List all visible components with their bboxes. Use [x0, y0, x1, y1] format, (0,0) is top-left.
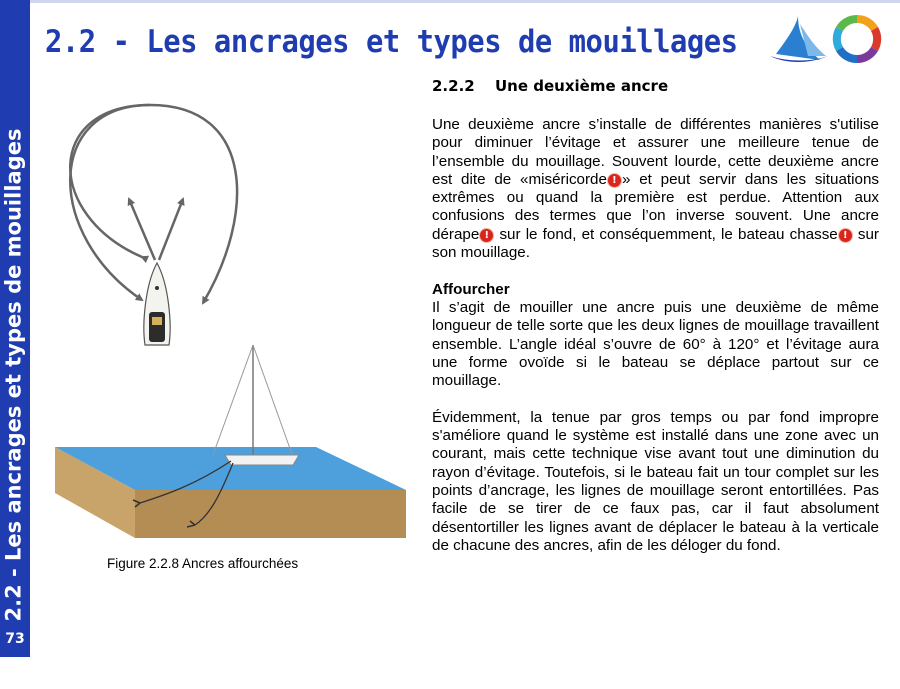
seabed-front: [135, 490, 406, 538]
top-rule: [30, 0, 900, 3]
sailboat-logo: [770, 16, 828, 62]
paragraph-1-part-3: sur le fond, et conséquemment, le bateau chasse: [494, 225, 838, 243]
paragraph-1-part-1: Une deuxième ancre s’installe de différentes manières s'utilise pour diminuer l’évitage et assurer une meilleure tenue de l’ensemble du mouillage. Souvent lourde, cette deuxième ancre est dite de «miséricorde: [432, 116, 879, 188]
info-icon[interactable]: !: [839, 229, 852, 242]
anchor-line-left: [129, 199, 155, 260]
figure-ancres-affourchees: [45, 95, 415, 555]
circle-emblem-logo: [833, 15, 881, 63]
swing-arrow-right: [150, 105, 237, 303]
paragraph-1-part-2: » et peut servir dans les situations extrêmes ou quand la première est perdue. Attention aux confusions des termes que l’on inverse souvent. Une ancre dérape: [432, 170, 880, 243]
figure-caption: Figure 2.2.8 Ancres affourchées: [107, 556, 299, 571]
logos: [768, 12, 888, 70]
paragraph-3: Évidemment, la tenue par gros temps ou par fond impropre s'améliore quand le système est installé dans une zone avec un courant, mais cette technique vise avant tout une diminution du rayon d’évitage. Toutefois, si le bateau fait un tour complet sur les points d’ancrage, les lignes de mouillage seront entortillées. Pas facile de se tirer de ce faux pas, car il faut absolument désentortiller les lignes avant de déplacer le bateau à la verticale de chacune des ancres, afin de les déloger du fond.: [432, 408, 879, 554]
paragraph-2-text: Il s’agit de mouiller une ancre puis une deuxième de même longueur de telle sorte que les deux lignes de mouillage travaillent ensemble. L’angle idéal s’ouvre de 60° à 120° et l’évitage aura une forme ovoïde si le bateau se déplace partout sur ce mouillage.: [432, 298, 879, 390]
sidebar: [0, 0, 30, 657]
sidebar-title: 2.2 - Les ancrages et types de mouillages: [1, 128, 26, 622]
page-number: 73: [5, 631, 25, 647]
section-number: 2.2.2: [432, 77, 475, 95]
paragraph-1-part-4: sur son mouillage.: [432, 225, 879, 262]
body-text: [432, 116, 879, 573]
paragraph-2: [432, 281, 879, 391]
anchor-line-right: [159, 199, 183, 260]
swing-arrow-left-end: [70, 105, 150, 300]
info-icon[interactable]: !: [480, 229, 493, 242]
page-title: 2.2 - Les ancrages et types de mouillages: [45, 24, 738, 60]
boat-top-view: [144, 263, 170, 345]
subheading-affourcher: Affourcher: [432, 280, 510, 298]
paragraph-1: [432, 116, 879, 262]
shroud-right: [253, 345, 293, 457]
boat-hull: [225, 455, 299, 465]
shroud-left: [213, 345, 253, 455]
swing-diagram: [70, 105, 237, 345]
section-title: Une deuxième ancre: [495, 77, 669, 95]
side-view-diagram: [55, 345, 406, 538]
section-heading: [432, 77, 668, 95]
info-icon[interactable]: !: [608, 174, 621, 187]
